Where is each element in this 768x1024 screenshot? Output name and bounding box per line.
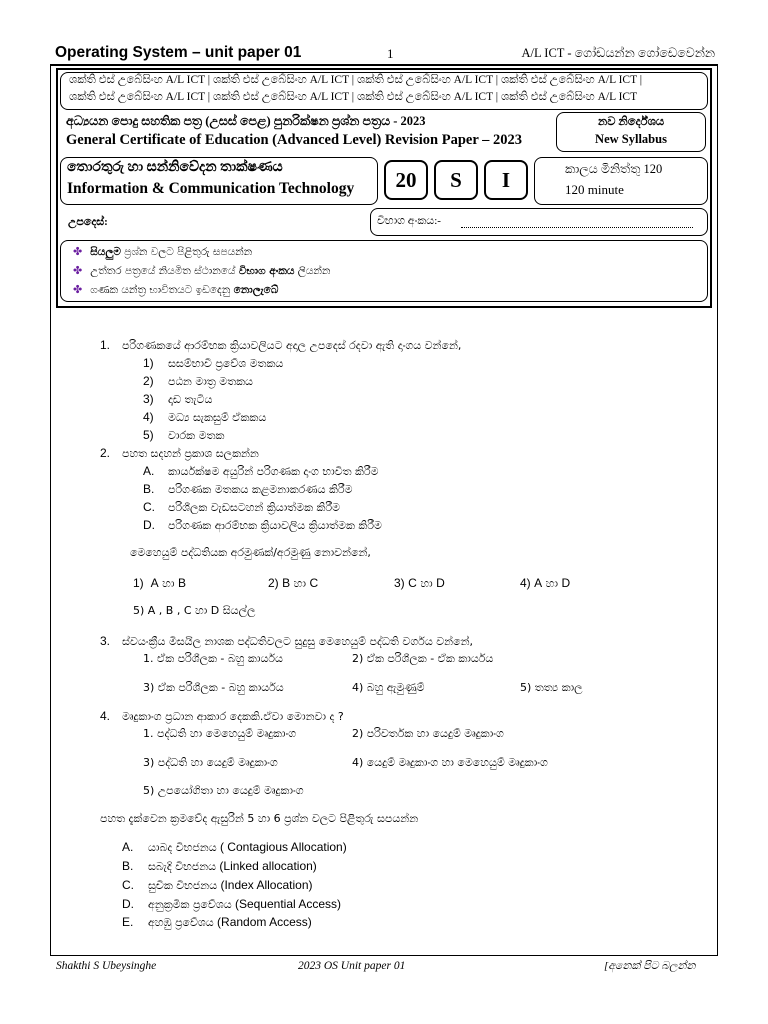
bullet-icon: ✤ — [73, 283, 83, 296]
q3-option-2: 2) ඒක පරිශීලක - ඒක කාර්යය — [352, 652, 494, 665]
code-box-2 — [434, 160, 478, 200]
q3-option-4: 4) බහු ඇමුණුම් — [352, 681, 425, 694]
code-1: 20 — [395, 168, 417, 192]
time-en: 120 minute — [565, 182, 624, 197]
time-si: කාලය මිනිත්තු 120 — [565, 162, 663, 176]
footer-turn-over: [අනෙක් පිට බලන්න — [604, 960, 696, 972]
subject-box — [60, 157, 378, 205]
q3-option-1: 1. ඒක පරිශීලක - බහු කාර්යය — [143, 652, 283, 665]
q2-item-a: A. කාර්යක්ෂම අයුරින් පරිගණක දාංග භාවිත කිරීම — [143, 464, 379, 478]
q4-option-5: 5) උපයෝගිතා හා යෙදුම් මෘදුකාංග — [143, 784, 304, 797]
code-box-1 — [384, 160, 428, 200]
syllabus-en: New Syllabus — [595, 132, 667, 146]
page-header — [55, 44, 715, 66]
q2-answer-5: 5) A , B , C හා D සියල්ල — [133, 604, 256, 617]
question-4: 4. මෘදුකාංග ප්‍රධාන ආකාර දෙකකි.ඒවා මොනවා ද ? — [100, 709, 344, 723]
subject-si: තොරතුරු හා සන්නිවේදන තාක්ෂණය — [67, 160, 283, 175]
q2-answer-3: 3) C හා D — [394, 576, 445, 590]
q5-6-item-d: D. අනුක්‍රමික ප්‍රවේශය (Sequential Access) — [122, 897, 341, 911]
q4-option-2: 2) පරිවර්තක හා යෙදුම් මෘදුකාංග — [352, 727, 504, 740]
q2-item-b: B. පරිගණක මතකය කළමනාකරණය කිරීම — [143, 482, 353, 496]
q4-option-4: 4) යෙදුම් මෘදුකාංග හා මෙහෙයුම් මෘදුකාංග — [352, 756, 548, 769]
question-1: 1. පරිගණකයේ ආරම්භක ක්‍රියාවලියට අදාල උපදෙස් රදවා ඇති දාංගය වන්නේ, — [100, 338, 462, 352]
bullet-icon: ✤ — [73, 264, 83, 277]
banner-line-1: ශක්ති එස් උබේසිංහ A/L ICT | ශක්ති එස් උබේසිංහ A/L ICT | ශක්ති එස් උබේසිංහ A/L ICT | ශක්ති එස් උබේසිංහ A/L ICT | — [69, 74, 643, 86]
q3-option-5: 5) තත්‍ය කාල — [520, 681, 583, 694]
header-teacher: A/L ICT - ගෝඩයන්න ගෝඩෙවෙන්න — [521, 46, 715, 60]
q2-answer-2: 2) B හා C — [268, 576, 319, 590]
index-number-field[interactable] — [461, 227, 693, 228]
q2-answer-1: 1) A හා B — [133, 576, 186, 590]
banner-box — [60, 72, 708, 110]
q1-option-2: 2) පඨන මාත්‍ර මතකය — [143, 374, 253, 388]
code-box-3 — [484, 160, 528, 200]
instruction-3: ✤ ගණක යන්ත්‍ර භාවිතයට ඉඩදෙනු නොලැබේ — [73, 283, 279, 296]
q5-6-intro: පහත දැක්වෙන ක්‍රමවේද ඇසුරින් 5 හා 6 ප්‍රශ්න වලට පිළිතුරු සපයන්න — [100, 812, 419, 825]
footer-author: Shakthi S Ubeysinghe — [56, 960, 157, 972]
q5-6-item-a: A. යාබද විභජනය ( Contagious Allocation) — [122, 840, 347, 854]
subject-en: Information & Communication Technology — [67, 180, 355, 197]
q2-item-d: D. පරිගණක ආරම්භක ක්‍රියාවලිය ක්‍රියාත්මක කිරීම — [143, 518, 382, 532]
q5-6-item-e: E. අහඹු ප්‍රවේශය (Random Access) — [122, 915, 312, 929]
q2-item-c: C. පරිශීලක වැඩසටහන් ක්‍රියාත්මක කිරීම — [143, 500, 341, 514]
q5-6-item-b: B. සබැදි විභජනය (Linked allocation) — [122, 859, 317, 873]
q1-option-3: 3) දෘඩ තැටිය — [143, 392, 213, 406]
q4-option-1: 1. පද්ධති හා මෙහෙයුම් මෘදුකාංග — [143, 727, 297, 740]
page-number: 1 — [387, 46, 394, 61]
syllabus-box — [556, 112, 706, 152]
index-number-label: විභාග අංකය:- — [377, 215, 441, 227]
index-number-box — [370, 208, 708, 236]
time-box — [534, 157, 708, 205]
banner-line-2: ශක්ති එස් උබේසිංහ A/L ICT | ශක්ති එස් උබේසිංහ A/L ICT | ශක්ති එස් උබේසිංහ A/L ICT | ශක්ති එස් උබේසිංහ A/L ICT — [69, 91, 638, 103]
header-course-title: Operating System – unit paper 01 — [55, 44, 302, 61]
exam-title-row — [60, 112, 708, 156]
question-3: 3. ස්වයංක්‍රීය මිසයිල නාශක පද්ධතිවලට සුදුසු මෙහෙයුම් පද්ධති වර්ගය වන්නේ, — [100, 634, 473, 648]
q4-option-3: 3) පද්ධති හා යෙදුම් මෘදුකාංග — [143, 756, 278, 769]
q5-6-item-c: C. සුචික විභජනය (Index Allocation) — [122, 878, 313, 892]
syllabus-si: නව නිර්දේශය — [597, 116, 665, 128]
instructions-box — [60, 240, 708, 302]
footer-paper: 2023 OS Unit paper 01 — [298, 960, 406, 972]
q2-answer-4: 4) A හා D — [520, 576, 571, 590]
exam-title-si: අධ්‍යයන පොදු සහතික පත්‍ර (උසස් පෙළ) පුනරික්ෂන ප්‍රශ්න පත්‍රය - 2023 — [66, 114, 426, 128]
q1-option-1: 1) සසම්භාවී ප්‍රවේශ මතකය — [143, 356, 284, 370]
bullet-icon: ✤ — [73, 245, 83, 258]
q2-subquestion: මෙහෙයුම් පද්ධතියක අරමුණක්/අරමුණු නොවන්නේ, — [130, 546, 371, 559]
q1-option-5: 5) වාරක මතක — [143, 428, 225, 442]
exam-title-en: General Certificate of Education (Advanced Level) Revision Paper – 2023 — [66, 132, 523, 148]
instruction-1: ✤ සියලුම ප්‍රශ්න වලට පිළිතුරු සපයන්න — [73, 245, 253, 258]
code-2: S — [450, 168, 462, 192]
instructions-label: උපදෙස්: — [68, 216, 108, 228]
question-2: 2. පහත සදහන් ප්‍රකාශ සලකන්න — [100, 446, 259, 460]
code-3: I — [501, 168, 511, 192]
instruction-2: ✤ උත්තර පත්‍රයේ නියමිත ස්ථානයේ විභාග අංකය ලියන්න — [73, 264, 331, 277]
q3-option-3: 3) ඒක පරිශීලක - බහු කාර්යය — [143, 681, 284, 694]
q1-option-4: 4) මධ්‍ය සැකසුම් ඒකකය — [143, 410, 267, 424]
